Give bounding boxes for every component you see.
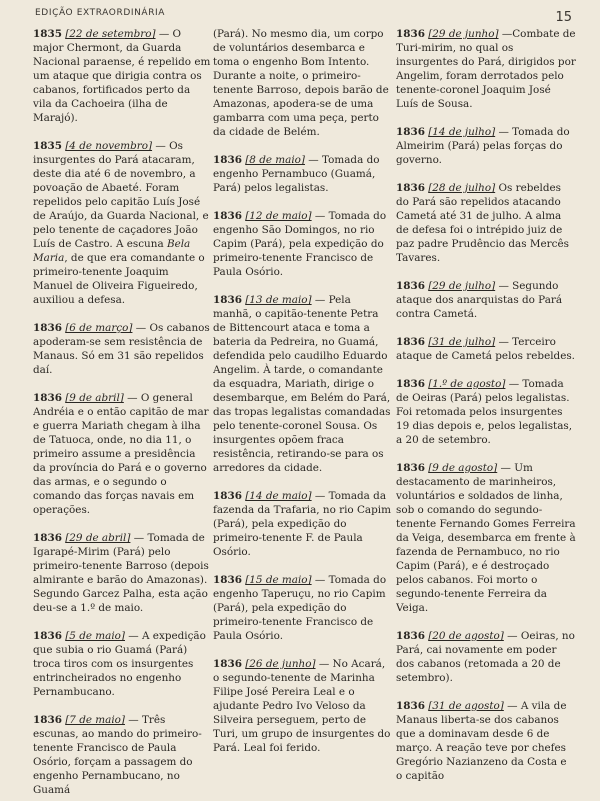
chronology-entry [213, 27, 393, 139]
entry-year: 1836 [33, 630, 62, 642]
entry-date: [7 de maio] [65, 714, 125, 726]
entry-text: Pela manhã, o capitão-tenente Petra de Bittencourt ataca e toma a bateria da Pedreira, no Guamá, defendida pelo caudilho Eduardo Angelim. À tarde, o comandante da esquadra, Mariath, dirige o desembarque, em Belém do Pará, das tropas legalistas comandadas pelo tenente-coronel Sousa. Os insurgentes opõem fraca resistência, retirando-se para os arredores da cidade. [213, 294, 391, 474]
entry-text: Oeiras, no Pará, cai novamente em poder dos cabanos (retomada a 20 de setembro). [396, 630, 575, 684]
entry-year: 1836 [213, 574, 242, 586]
entry-text: Terceiro ataque de Cametá pelos rebeldes. [396, 336, 575, 362]
entry-text: Três escunas, ao mando do primeiro-tenente Francisco de Paula Osório, forçam a passagem do engenho Pernambucano, no Guamá [33, 714, 202, 796]
entry-text: Tomada do engenho Pernambuco (Guamá, Pará) pelos legalistas. [213, 154, 380, 194]
entry-year: 1836 [33, 322, 62, 334]
entry-text: Tomada do engenho São Domingos, no rio Capim (Pará), pela expedição do primeiro-tenente Francisco de Paula Osório. [213, 210, 387, 278]
entry-date: [9 de abril] [65, 392, 124, 404]
chronology-entry [33, 391, 211, 517]
entry-text: Um destacamento de marinheiros, voluntários e soldados de linha, sob o comando do segundo-tenente Fernando Gomes Ferreira da Veiga, desembarca em frente à fazenda de Pernambuco, no rio Capim (Pará), e é destroçado pelos cabanos. Foi morto o segundo-tenente Ferreira da Veiga. [396, 462, 576, 614]
chronology-entry [396, 279, 576, 321]
entry-text: O major Chermont, da Guarda Nacional paraense, é repelido em um ataque que dirigia contra os cabanos, fortificados perto da vila da Cachoeira (ilha de Marajó). [33, 28, 211, 124]
entry-date: [1.º de agosto] [428, 378, 506, 390]
entry-year: 1836 [396, 462, 425, 474]
entry-separator: — [498, 28, 513, 40]
entry-year: 1836 [396, 630, 425, 642]
entry-date: [31 de julho] [428, 336, 496, 348]
entry-date: [28 de julho] [428, 182, 496, 194]
entry-year: 1836 [396, 280, 425, 292]
entry-year: 1836 [396, 336, 425, 348]
chronology-entry [213, 153, 393, 195]
entry-separator: — [311, 490, 329, 502]
entry-separator: — [132, 322, 150, 334]
entry-text: Tomada do engenho Taperuçu, no rio Capim (Pará), pela expedição do primeiro-tenente Francisco de Paula Osório. [213, 574, 387, 642]
entry-separator: — [125, 630, 142, 642]
chronology-entry [396, 125, 576, 167]
entry-date: [6 de março] [65, 322, 133, 334]
entry-date: [13 de maio] [245, 294, 312, 306]
entry-date: [22 de setembro] [65, 28, 156, 40]
entry-year: 1836 [33, 714, 62, 726]
entry-text: Tomada de Igarapé-Mirim (Pará) pelo primeiro-tenente Barroso (depois almirante e barão do Amazonas). Segundo Garcez Palha, esta ação deu-se a 1.º de maio. [33, 532, 209, 614]
entry-date: [29 de junho] [428, 28, 499, 40]
entry-date: [5 de maio] [65, 630, 125, 642]
entry-text: Tomada do Almeirim (Pará) pelas forças do governo. [396, 126, 570, 166]
entry-text: A vila de Manaus liberta-se dos cabanos que a dominavam desde 6 de março. A reação teve por chefes Gregório Nazianzeno da Costa e o capitão [396, 700, 567, 782]
entry-year: 1836 [396, 28, 425, 40]
entry-text: No Acará, o segundo-tenente de Marinha Filipe José Pereira Leal e o ajudante Pedro Ivo Veloso da Silveira perseguem, perto de Turi, um grupo de insurgentes do Pará. Leal foi ferido. [213, 658, 391, 754]
chronology-entry [213, 293, 393, 475]
entry-separator: — [311, 294, 329, 306]
chronology-entry [213, 489, 393, 559]
text-column-3 [396, 27, 576, 797]
chronology-entry [33, 713, 211, 797]
entry-year: 1836 [213, 658, 242, 670]
chronology-entry [33, 27, 211, 125]
entry-date: [26 de junho] [245, 658, 316, 670]
chronology-entry [396, 181, 576, 265]
entry-text: (Pará). No mesmo dia, um corpo de voluntários desembarca e toma o engenho Bom Intento. Durante a noite, o primeiro-tenente Barroso, depois barão de Amazonas, apodera-se de uma gambarra com uma peça, perto da cidade de Belém. [213, 28, 389, 138]
entry-year: 1835 [33, 140, 62, 152]
chronology-entry [396, 27, 576, 111]
entry-separator: — [503, 700, 521, 712]
entry-date: [20 de agosto] [428, 630, 504, 642]
entry-separator: — [495, 336, 513, 348]
entry-text: Os insurgentes do Pará atacaram, deste dia até 6 de novembro, a povoação de Abaeté. Foram repelidos pelo capitão Luís José de Araújo, da Guarda Nacional, e pelo tenente de caçadores João Luís de Castro. A escuna [33, 140, 209, 250]
entry-date: [14 de julho] [428, 126, 496, 138]
entry-italic-text: Bela Maria [33, 238, 191, 264]
entry-year: 1836 [33, 392, 62, 404]
entry-year: 1836 [213, 210, 242, 222]
entry-separator: — [497, 462, 515, 474]
entry-separator: — [505, 378, 523, 390]
page-number: 15 [555, 10, 572, 25]
entry-text: Os rebeldes do Pará são repelidos atacando Cametá até 31 de julho. A alma de defesa foi o intrépido juiz de paz padre Prudêncio das Mercês Tavares. [396, 182, 569, 264]
entry-year: 1836 [33, 532, 62, 544]
entry-text: Tomada da fazenda da Trafaria, no rio Capim (Pará), pela expedição do primeiro-tenente F. de Paula Osório. [213, 490, 391, 558]
entry-date: [29 de abril] [65, 532, 131, 544]
entry-separator: — [315, 658, 333, 670]
entry-separator: — [155, 28, 173, 40]
entry-date: [15 de maio] [245, 574, 312, 586]
entry-year: 1836 [213, 294, 242, 306]
chronology-entry [33, 531, 211, 615]
chronology-entry [396, 629, 576, 685]
entry-text: O general Andréia e o então capitão de mar e guerra Mariath chegam à ilha de Tatuoca, onde, no dia 11, o primeiro assume a presidência da província do Pará e o governo das armas, e o segundo o comando das forças navais em operações. [33, 392, 209, 516]
entry-separator: — [311, 210, 329, 222]
entry-separator: — [130, 532, 148, 544]
entry-separator: — [123, 392, 141, 404]
chronology-entry [396, 461, 576, 615]
entry-date: [12 de maio] [245, 210, 312, 222]
entry-date: [8 de maio] [245, 154, 305, 166]
entry-year: 1836 [213, 154, 242, 166]
chronology-entry [396, 335, 576, 363]
entry-date: [9 de agosto] [428, 462, 498, 474]
entry-year: 1835 [33, 28, 62, 40]
entry-separator: — [305, 154, 322, 166]
chronology-entry [213, 573, 393, 643]
chronology-entry [396, 699, 576, 783]
entry-text: Segundo ataque dos anarquistas do Pará contra Cametá. [396, 280, 563, 320]
section-header: EDIÇÃO EXTRAORDINÁRIA [35, 8, 166, 18]
entry-text: Tomada de Oeiras (Pará) pelos legalistas. Foi retomada pelos insurgentes 19 dias depois e, pelos legalistas, a 20 de setembro. [396, 378, 573, 446]
chronology-entry [396, 377, 576, 447]
chronology-entry [33, 629, 211, 699]
chronology-entry [213, 657, 393, 755]
chronology-entry [33, 321, 211, 377]
text-column-2 [213, 27, 393, 797]
entry-separator: — [495, 126, 513, 138]
entry-separator: — [125, 714, 142, 726]
entry-year: 1836 [396, 126, 425, 138]
chronology-entry [213, 209, 393, 279]
entry-text: Combate de Turi-mirim, no qual os insurgentes do Pará, dirigidos por Angelim, foram derrotados pelo tenente-coronel Joaquim José Luís de Sousa. [396, 28, 576, 110]
entry-text-continued: , de que era comandante o primeiro-tenente Joaquim Manuel de Oliveira Figueiredo, auxiliou a defesa. [33, 252, 205, 306]
text-column-1 [33, 27, 211, 797]
entry-year: 1836 [213, 490, 242, 502]
entry-text: A expedição que subia o rio Guamá (Pará) troca tiros com os insurgentes entrincheirados no engenho Pernambucano. [33, 630, 206, 698]
entry-date: [14 de maio] [245, 490, 312, 502]
entry-date: [4 de novembro] [65, 140, 153, 152]
entry-year: 1836 [396, 182, 425, 194]
entry-date: [29 de julho] [428, 280, 496, 292]
entry-year: 1836 [396, 700, 425, 712]
entry-separator: — [311, 574, 329, 586]
entry-separator: — [495, 280, 513, 292]
entry-year: 1836 [396, 378, 425, 390]
chronology-entry [33, 139, 211, 307]
entry-separator: — [503, 630, 521, 642]
entry-separator: — [152, 140, 170, 152]
entry-date: [31 de agosto] [428, 700, 504, 712]
entry-text: Os cabanos apoderam-se sem resistência de Manaus. Só em 31 são repelidos daí. [33, 322, 210, 376]
